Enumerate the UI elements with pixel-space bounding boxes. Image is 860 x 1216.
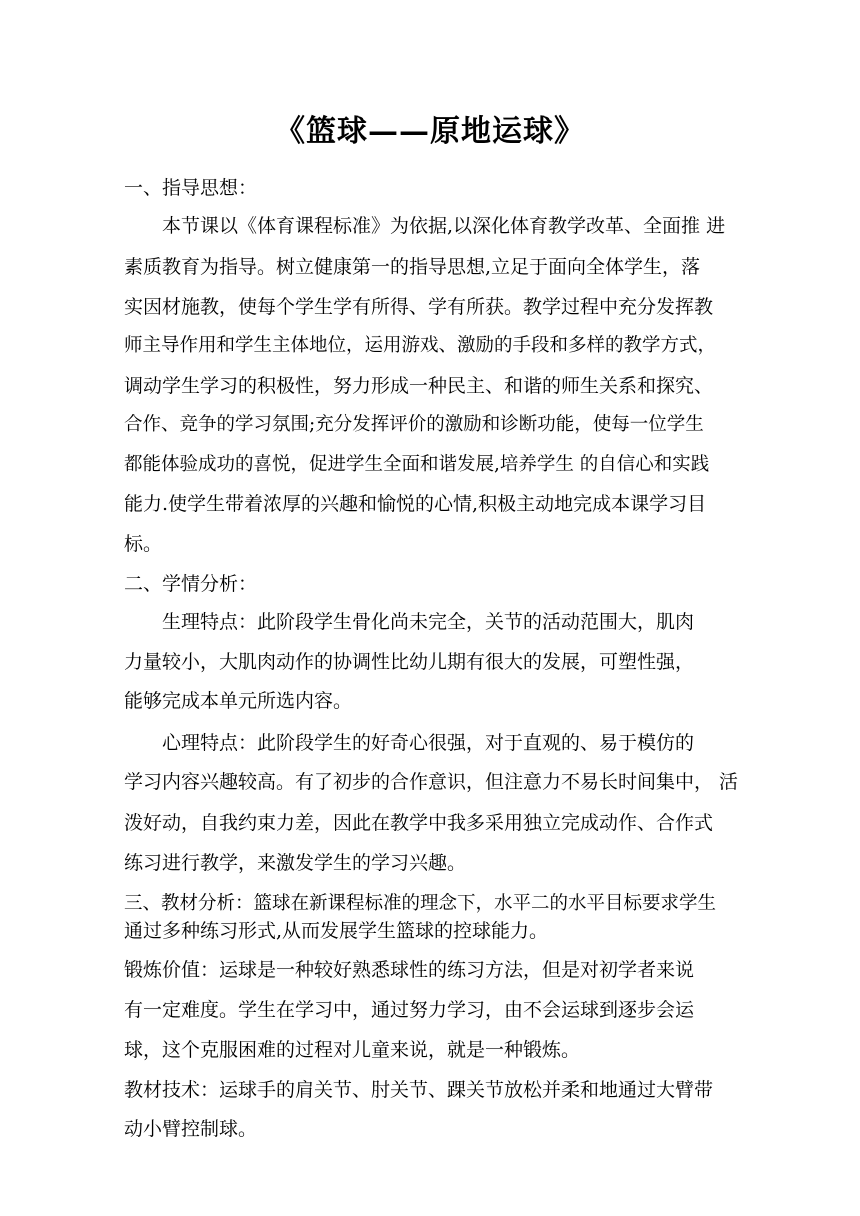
paragraph-line: 调动学生学习的积极性，努力形成一种民主、和谐的师生关系和探究、 <box>124 375 714 397</box>
paragraph-line: 动小臂控制球。 <box>124 1118 258 1140</box>
paragraph-line: 力量较小，大肌肉动作的协调性比幼儿期有很大的发展，可塑性强， <box>124 651 695 673</box>
paragraph-line: 都能体验成功的喜悦，促进学生全面和谐发展,培养学生 的自信心和实践 <box>124 454 710 475</box>
paragraph-line: 本节课以《体育课程标准》为依据,以深化体育教学改革、全面推 进 <box>162 215 726 237</box>
paragraph-line: 通过多种练习形式,从而发展学生篮球的控球能力。 <box>124 920 549 942</box>
paragraph-line: 教材技术：运球手的肩关节、肘关节、踝关节放松并柔和地通过大臂带 <box>124 1079 714 1101</box>
paragraph-line: 练习进行教学，来激发学生的学习兴趣。 <box>124 852 467 874</box>
document-title: 《篮球——原地运球》 <box>275 114 585 149</box>
paragraph-line: 标。 <box>124 533 163 555</box>
paragraph-line: 生理特点：此阶段学生骨化尚未完全，关节的活动范围大，肌肉 <box>162 611 695 633</box>
section-heading-guiding-thought: 一、指导思想： <box>124 177 258 199</box>
section-heading-material-analysis: 三、教材分析：篮球在新课程标准的理念下，水平二的水平目标要求学生 <box>124 893 717 914</box>
paragraph-line: 能力.使学生带着浓厚的兴趣和愉悦的心情,积极主动地完成本课学习目 <box>124 493 707 515</box>
paragraph-line: 能够完成本单元所选内容。 <box>124 690 353 712</box>
paragraph-line: 泼好动，自我约束力差，因此在教学中我多采用独立完成动作、合作式 <box>124 812 714 834</box>
paragraph-line: 心理特点：此阶段学生的好奇心很强，对于直观的、易于模仿的 <box>162 732 695 754</box>
paragraph-line: 合作、竞争的学习氛围;充分发挥评价的激励和诊断功能，使每一位学生 <box>124 414 704 435</box>
paragraph-line: 素质教育为指导。树立健康第一的指导思想,立足于面向全体学生，落 <box>124 256 701 278</box>
paragraph-line: 有一定难度。学生在学习中，通过努力学习，由不会运球到逐步会运 <box>124 999 695 1021</box>
paragraph-line: 学习内容兴趣较高。有了初步的合作意识，但注意力不易长时间集中， 活 <box>124 771 739 793</box>
paragraph-line: 实因材施教，使每个学生学有所得、学有所获。教学过程中充分发挥教 <box>124 296 714 318</box>
paragraph-line: 锻炼价值：运球是一种较好熟悉球性的练习方法，但是对初学者来说 <box>124 959 695 981</box>
paragraph-line: 球，这个克服困难的过程对儿童来说，就是一种锻炼。 <box>124 1039 581 1061</box>
section-heading-student-analysis: 二、学情分析： <box>124 573 258 595</box>
paragraph-line: 师主导作用和学生主体地位，运用游戏、激励的手段和多样的教学方式， <box>124 335 717 356</box>
